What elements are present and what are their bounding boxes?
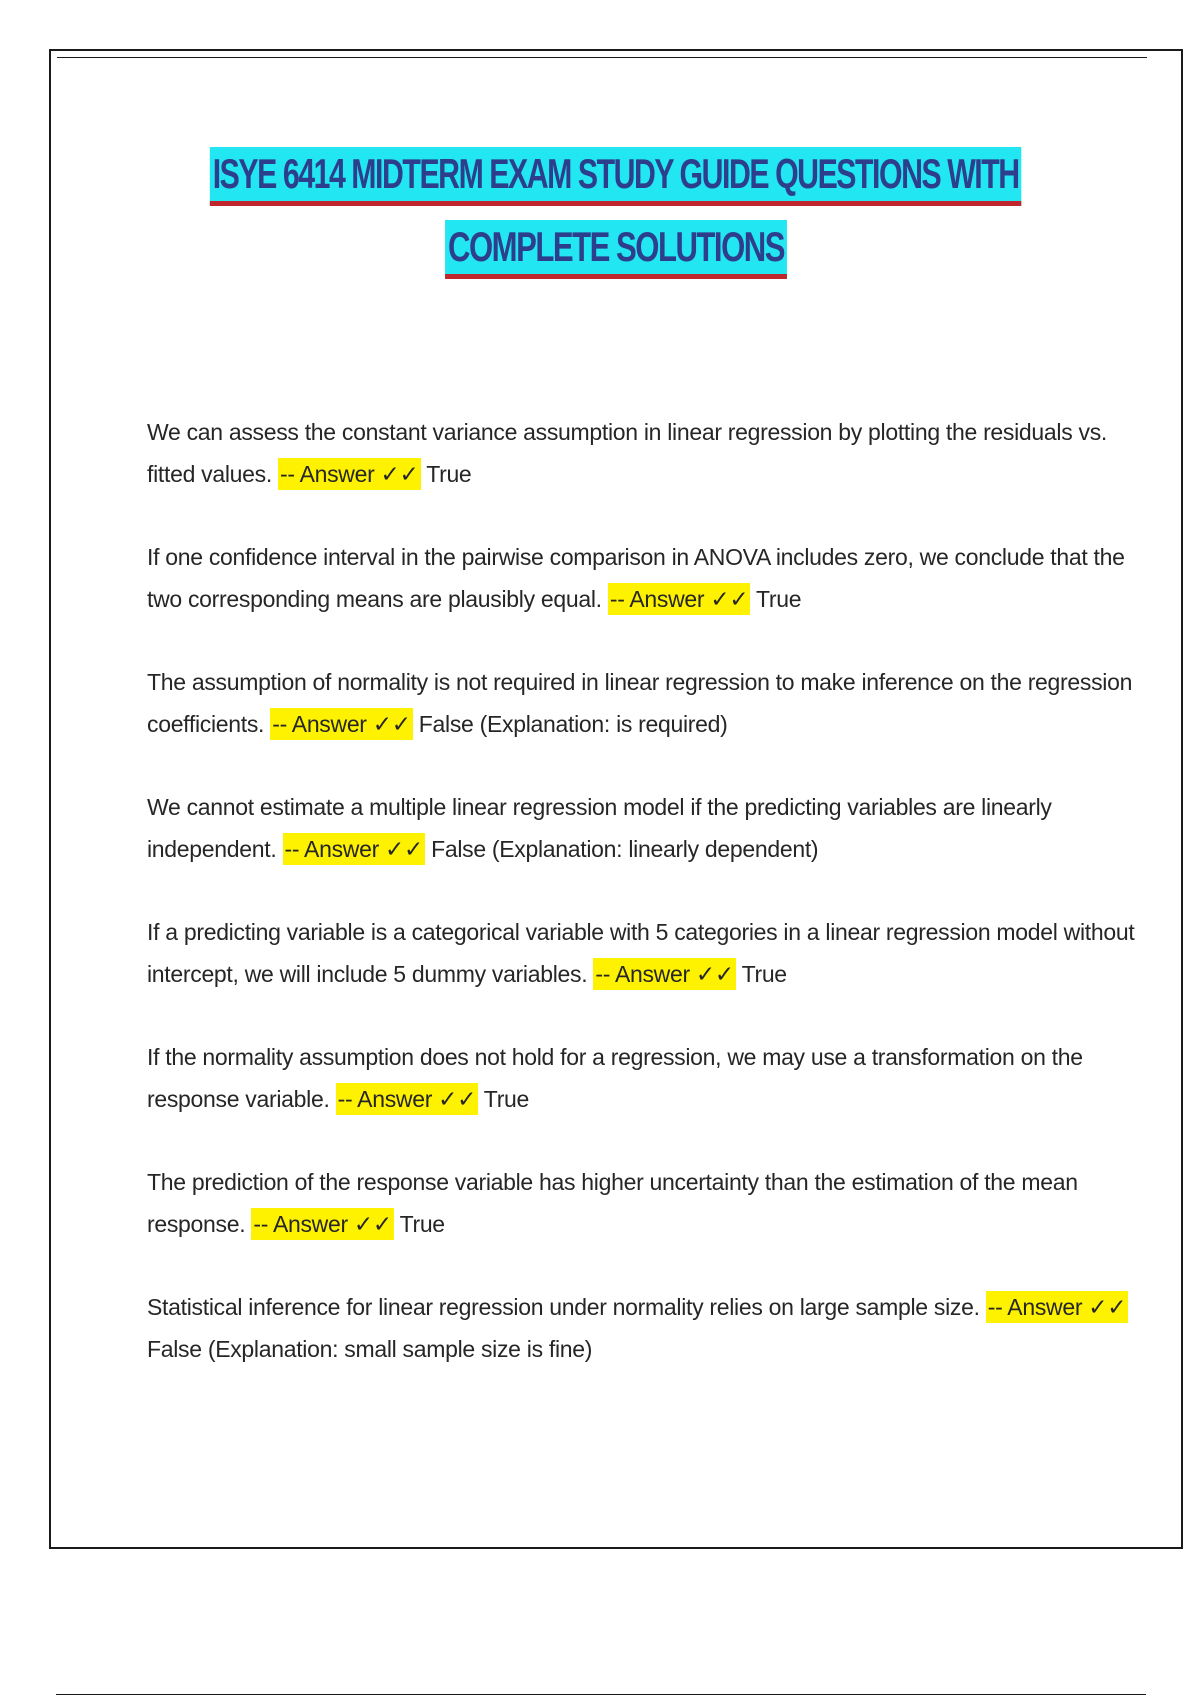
qa-list bbox=[147, 411, 1137, 1411]
question-text: If a predicting variable is a categorical variable with 5 categories in a linear regression model without intercept, we will include 5 dummy variables. bbox=[147, 919, 1135, 987]
question-text: If one confidence interval in the pairwise comparison in ANOVA includes zero, we conclude that the two corresponding means are plausibly equal. bbox=[147, 544, 1125, 612]
qa-item-7 bbox=[147, 1161, 1137, 1245]
document-title bbox=[51, 147, 1181, 279]
question-text: We can assess the constant variance assumption in linear regression by plotting the residuals vs. fitted values. bbox=[147, 419, 1107, 487]
qa-item-6 bbox=[147, 1036, 1137, 1120]
answer-text: True bbox=[741, 961, 787, 987]
answer-text: False (Explanation: is required) bbox=[418, 711, 728, 737]
answer-text: False (Explanation: linearly dependent) bbox=[431, 836, 819, 862]
answer-marker: -- Answer ✓✓ bbox=[251, 1208, 393, 1240]
qa-item-1 bbox=[147, 411, 1137, 495]
bottom-rule bbox=[56, 1694, 1146, 1695]
answer-marker: -- Answer ✓✓ bbox=[283, 833, 425, 865]
qa-item-3 bbox=[147, 661, 1137, 745]
answer-text: True bbox=[399, 1211, 445, 1237]
answer-text: True bbox=[483, 1086, 530, 1112]
answer-text: True bbox=[426, 461, 472, 487]
answer-marker: -- Answer ✓✓ bbox=[270, 708, 412, 740]
answer-marker: -- Answer ✓✓ bbox=[593, 958, 735, 990]
question-text: We cannot estimate a multiple linear regression model if the predicting variables are linearly independent. bbox=[147, 794, 1052, 862]
answer-marker: -- Answer ✓✓ bbox=[278, 458, 420, 490]
title-line-1: ISYE 6414 MIDTERM EXAM STUDY GUIDE QUESTIONS WITH bbox=[210, 147, 1022, 206]
answer-text: True bbox=[756, 586, 802, 612]
page-frame bbox=[49, 49, 1183, 1549]
question-text: Statistical inference for linear regression under normality relies on large sample size. bbox=[147, 1294, 980, 1320]
qa-item-2 bbox=[147, 536, 1137, 620]
qa-item-4 bbox=[147, 786, 1137, 870]
answer-marker: -- Answer ✓✓ bbox=[336, 1083, 478, 1115]
question-text: If the normality assumption does not hold for a regression, we may use a transformation on the response variable. bbox=[147, 1044, 1083, 1112]
answer-marker: -- Answer ✓✓ bbox=[608, 583, 750, 615]
title-line-2: COMPLETE SOLUTIONS bbox=[445, 220, 787, 279]
question-text: The assumption of normality is not required in linear regression to make inference on the regression coefficients. bbox=[147, 669, 1133, 737]
qa-item-8 bbox=[147, 1286, 1137, 1370]
answer-marker: -- Answer ✓✓ bbox=[986, 1291, 1128, 1323]
answer-text: False (Explanation: small sample size is fine) bbox=[147, 1336, 593, 1362]
qa-item-5 bbox=[147, 911, 1137, 995]
question-text: The prediction of the response variable has higher uncertainty than the estimation of the mean response. bbox=[147, 1169, 1078, 1237]
top-rule bbox=[57, 57, 1147, 58]
